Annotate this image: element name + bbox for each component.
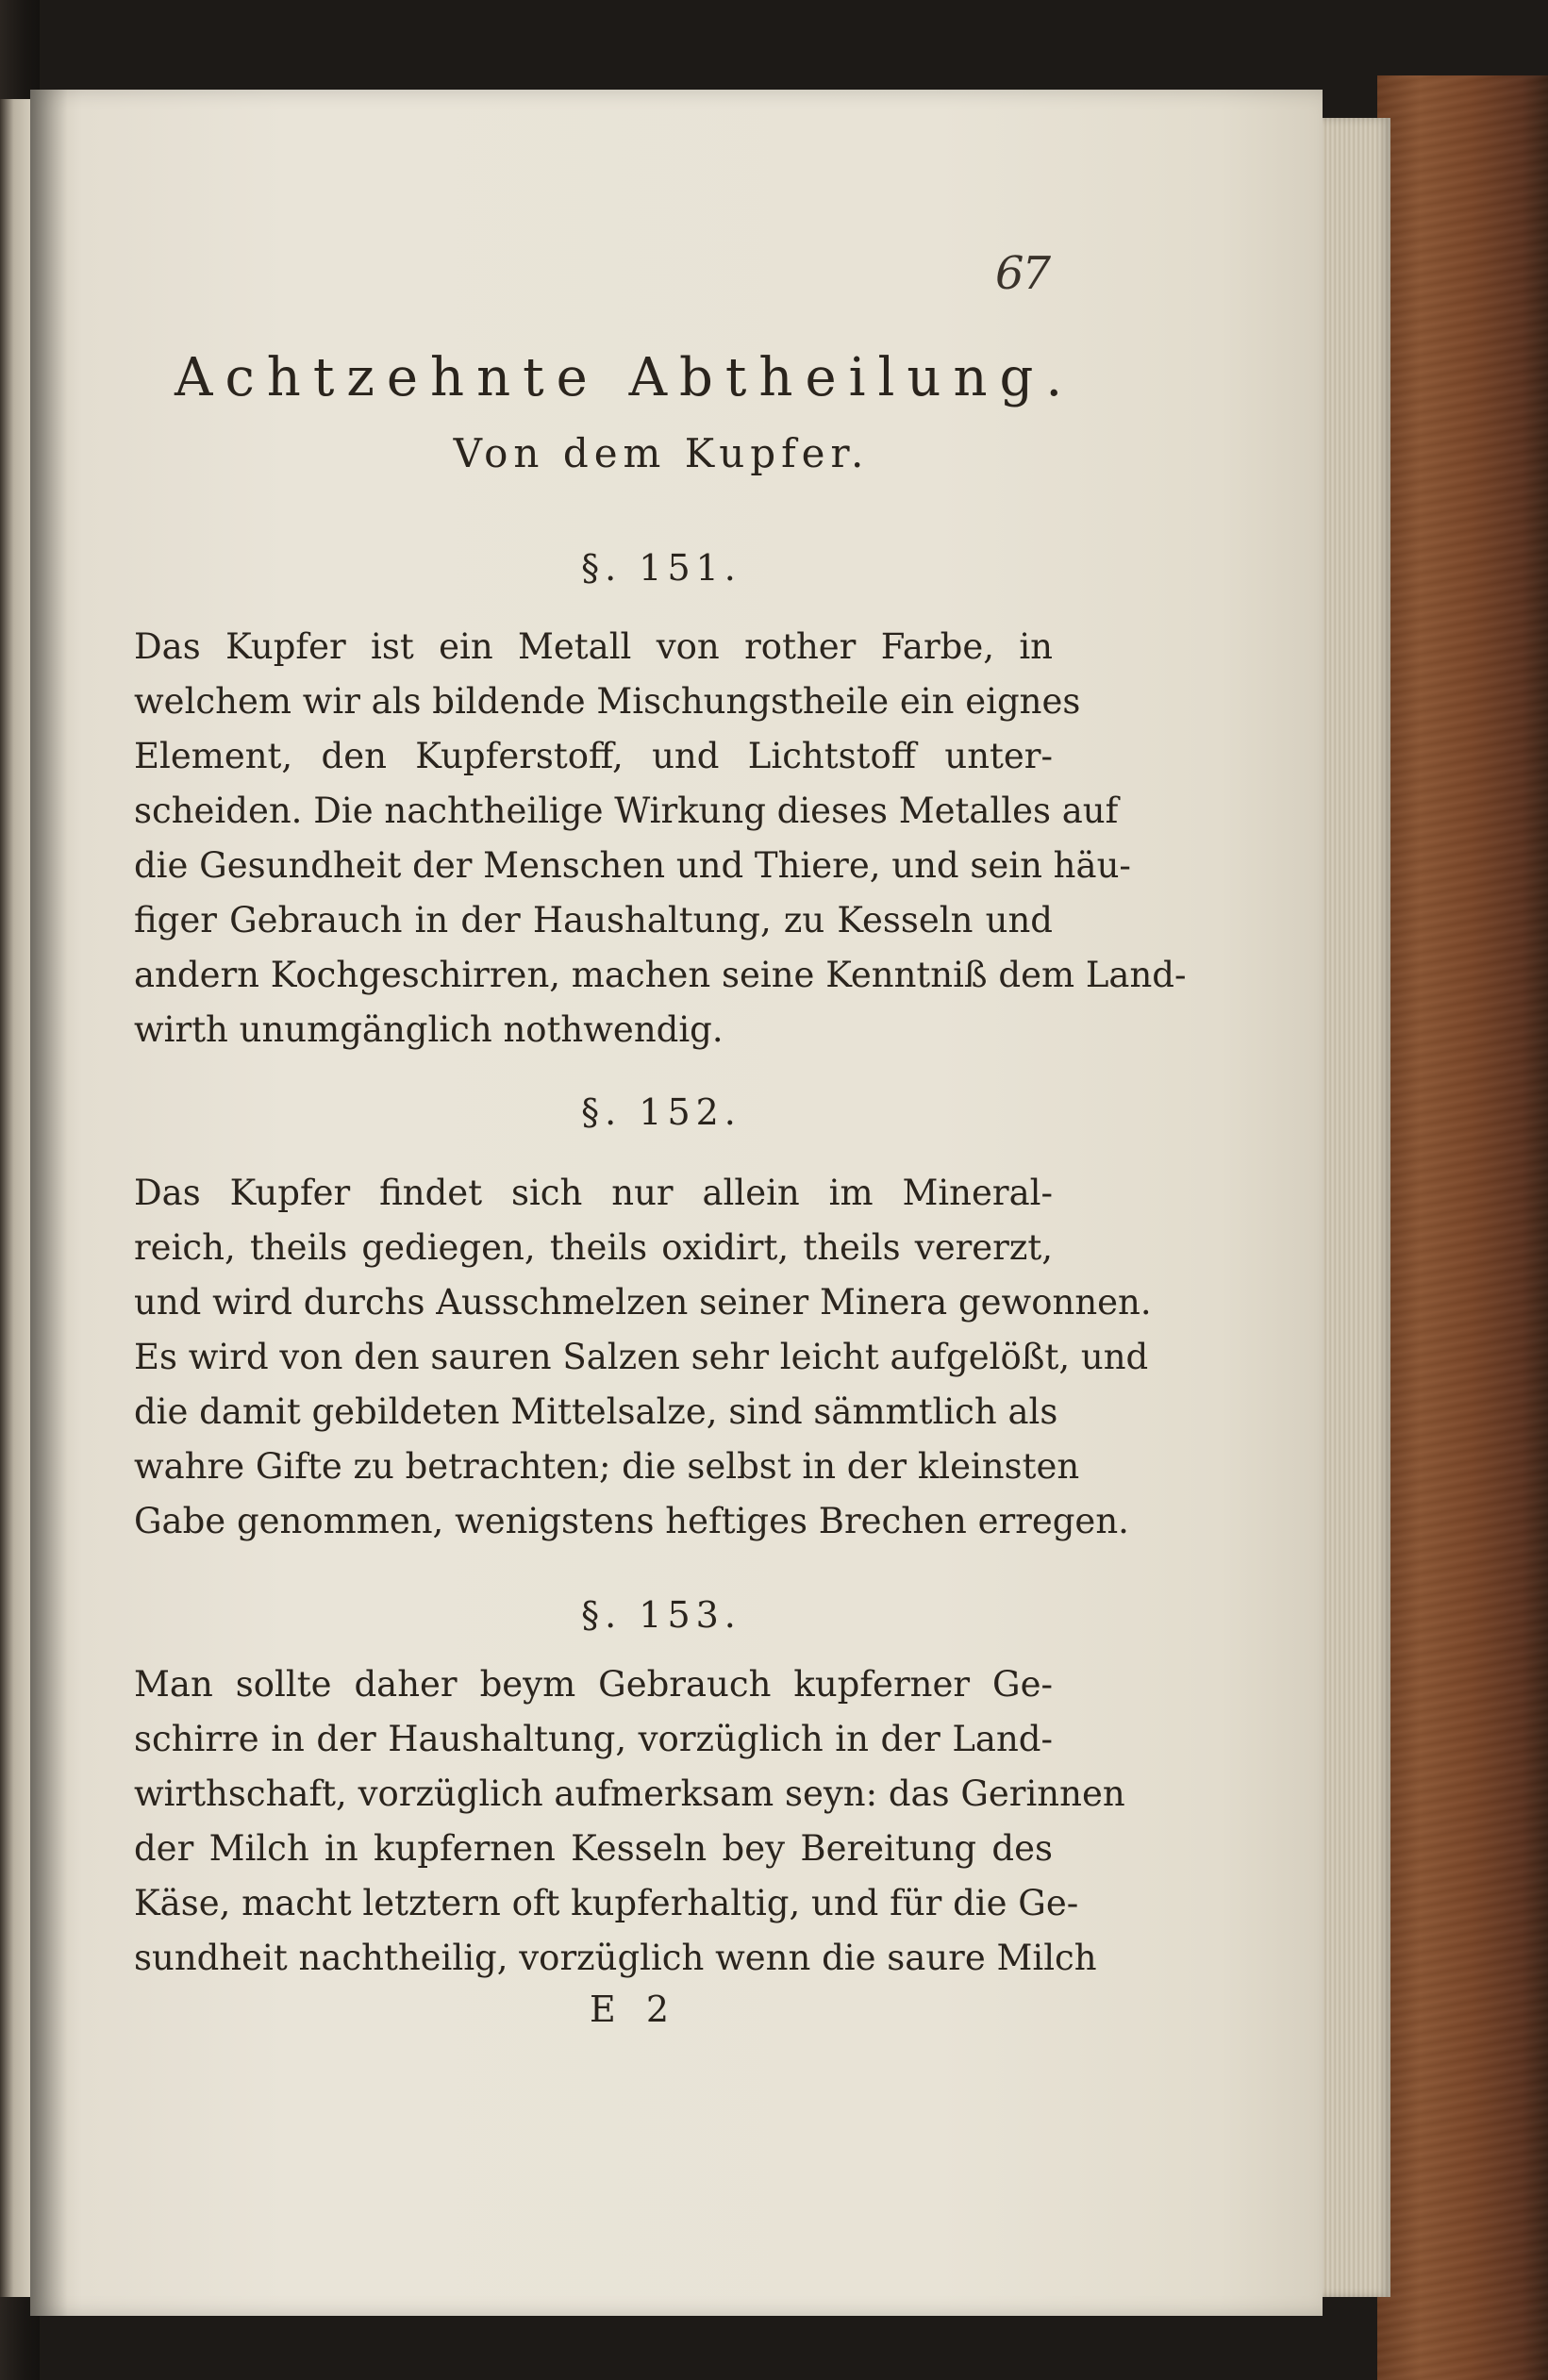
section-mark-153: §. 153. xyxy=(581,1594,741,1636)
text-line: wahre Gifte zu betrachten; die selbst in der kleinsten xyxy=(134,1446,1080,1487)
text-line: der Milch in kupfernen Kesseln bey Bereitung des xyxy=(134,1828,1053,1869)
text-line: welchem wir als bildende Mischungstheile ein eignes xyxy=(134,681,1081,722)
text-line: Gabe genommen, wenigstens heftiges Brechen erregen. xyxy=(134,1501,1129,1541)
text-line: reich, theils gediegen, theils oxidirt, theils vererzt, xyxy=(134,1227,1053,1268)
text-line: sundheit nachtheilig, vorzüglich wenn die saure Milch xyxy=(134,1938,1097,1978)
signature-mark: E 2 xyxy=(590,1989,678,2030)
text-line: wirthschaft, vorzüglich aufmerksam seyn: das Gerinnen xyxy=(134,1773,1125,1814)
text-line: Das Kupfer findet sich nur allein im Mineral- xyxy=(134,1173,1053,1213)
page-number: 67 xyxy=(995,247,1050,300)
text-line: Das Kupfer ist ein Metall von rother Farbe, in xyxy=(134,626,1053,667)
paragraph-151 xyxy=(134,620,1187,1057)
gutter-shadow xyxy=(30,90,68,2316)
section-mark-152: §. 152. xyxy=(581,1091,741,1133)
text-line: die damit gebildeten Mittelsalze, sind sämmtlich als xyxy=(134,1391,1058,1432)
chapter-subtitle: Von dem Kupfer. xyxy=(453,430,870,476)
text-line: wirth unumgänglich nothwendig. xyxy=(134,1009,724,1050)
text-line: andern Kochgeschirren, machen seine Kenntniß dem Land- xyxy=(134,955,1187,995)
text-line: Käse, macht letztern oft kupferhaltig, und für die Ge- xyxy=(134,1883,1079,1923)
text-line: Es wird von den sauren Salzen sehr leicht aufgelößt, und xyxy=(134,1337,1149,1377)
section-mark-151: §. 151. xyxy=(581,547,741,589)
chapter-title: Achtzehnte Abtheilung. xyxy=(175,347,1075,408)
text-line: figer Gebrauch in der Haushaltung, zu Kesseln und xyxy=(134,900,1053,940)
page-fore-edge xyxy=(1323,118,1390,2297)
paragraph-152 xyxy=(134,1166,1152,1549)
paragraph-153 xyxy=(134,1657,1125,1986)
text-line: und wird durchs Ausschmelzen seiner Minera gewonnen. xyxy=(134,1282,1152,1323)
previous-page-edge xyxy=(0,99,34,2297)
leather-cover xyxy=(1377,75,1548,2380)
text-line: Element, den Kupferstoff, und Lichtstoff unter- xyxy=(134,736,1053,776)
text-line: schirre in der Haushaltung, vorzüglich in der Land- xyxy=(134,1719,1053,1759)
text-line: Man sollte daher beym Gebrauch kupferner Ge- xyxy=(134,1664,1053,1705)
text-line: die Gesundheit der Menschen und Thiere, und sein häu- xyxy=(134,845,1131,886)
text-line: scheiden. Die nachtheilige Wirkung dieses Metalles auf xyxy=(134,791,1119,831)
